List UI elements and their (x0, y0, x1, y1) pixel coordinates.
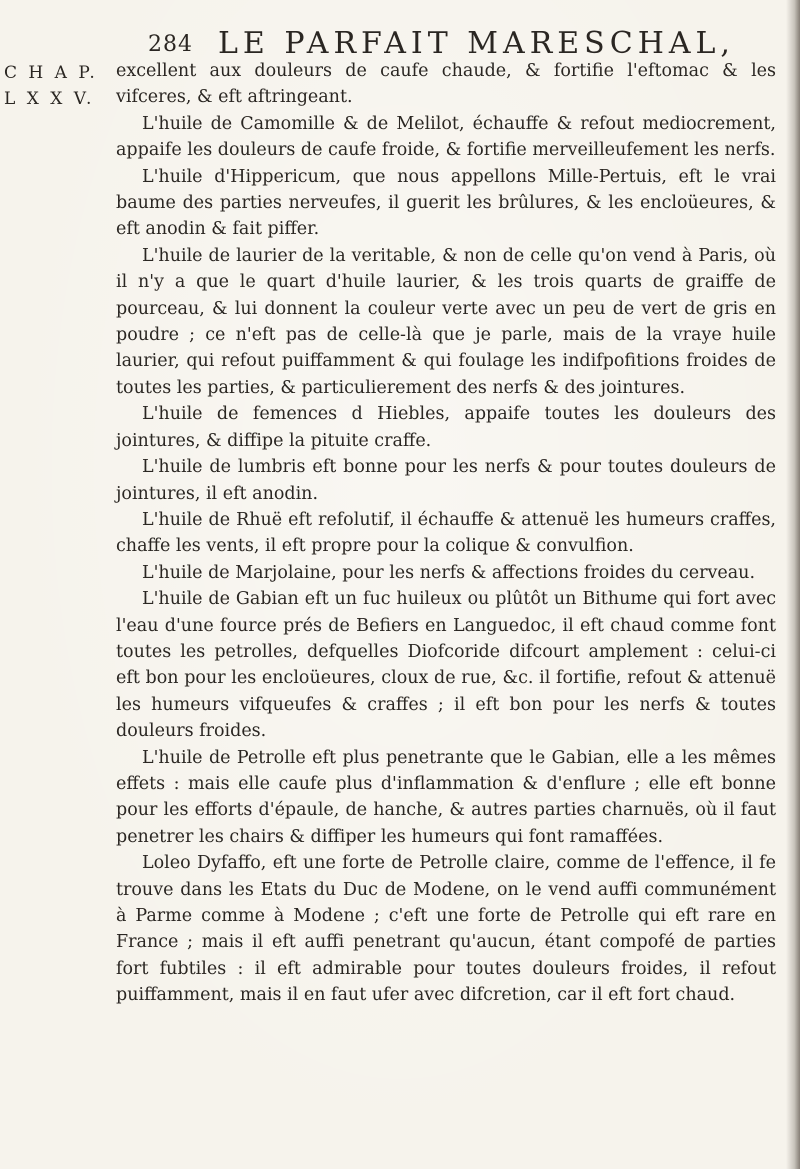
paragraph: L'huile de laurier de la veritable, & non de celle qu'on vend à Paris, où il n'y a que le quart d'huile laurier, & les trois quarts de graiffe de pourceau, & lui donnent la couleur verte avec un peu de vert de gris en poudre ; ce n'eft pas de celle-là que je parle, mais de la vraye huile laurier, qui refout puiffamment & qui foulage les indifpofitions froides de toutes les parties, & particulierement des nerfs & des jointures. (116, 245, 776, 398)
paragraph: L'huile de Petrolle eft plus penetrante que le Gabian, elle a les mêmes effets : mais elle caufe plus d'inflammation & d'enflure ; elle eft bonne pour les efforts d'épaule, de hanche, & autres parties charnuës, où il faut penetrer les chairs & diffiper les humeurs qui font ramaffées. (116, 747, 776, 847)
page-number: 284 (148, 32, 193, 57)
paragraph: Loleo Dyfaffo, eft une forte de Petrolle claire, comme de l'effence, il fe trouve dans les Etats du Duc de Modene, on le vend auffi communément à Parme comme à Modene ; c'eft une forte de Petrolle qui eft rare en France ; mais il eft auffi penetrant qu'aucun, étant compofé de parties fort fubtiles : il eft admirable pour toutes douleurs froides, il refout puiffamment, mais il en faut ufer avec difcretion, car il eft fort chaud. (116, 853, 776, 1006)
page-edge-shadow (786, 0, 800, 1169)
body-text (116, 58, 776, 1158)
paragraph: L'huile de femences d Hiebles, appaife toutes les douleurs des jointures, & diffipe la pituite craffe. (116, 404, 776, 451)
paragraph: excellent aux douleurs de caufe chaude, & fortifie l'eftomac & les vifceres, & eft aftringeant. (116, 61, 776, 108)
paragraph: L'huile de Rhuë eft refolutif, il échauffe & attenuë les humeurs craffes, chaffe les vents, il eft propre pour la colique & convulfion. (116, 509, 776, 557)
paragraph: L'huile de Gabian eft un fuc huileux ou plûtôt un Bithume qui fort avec l'eau d'une fource prés de Befiers en Languedoc, il eft chaud comme font toutes les petrolles, defquelles Diofcoride difcourt amplement : celui-ci eft bon pour les encloüeures, cloux de rue, &c. il fortifie, refout & attenuë les humeurs vifqueufes & craffes ; il eft bon pour les nerfs & toutes douleurs froides. (116, 589, 776, 742)
chapter-number: L X X V. (4, 89, 95, 109)
paragraph: L'huile de Camomille & de Melilot, échauffe & refout mediocrement, appaife les douleurs de caufe froide, & fortifie merveilleufement les nerfs. (116, 113, 776, 161)
paragraph: L'huile d'Hippericum, que nous appellons Mille-Pertuis, eft le vrai baume des parties nerveufes, il guerit les brûlures, & les encloüeures, & eft anodin & fait piffer. (116, 166, 776, 240)
running-title: LE PARFAIT MARESCHAL, (218, 26, 735, 61)
paragraph: L'huile de Marjolaine, pour les nerfs & affections froides du cerveau. (142, 562, 756, 583)
paragraph: L'huile de lumbris eft bonne pour les nerfs & pour toutes douleurs de jointures, il eft anodin. (116, 457, 776, 504)
chapter-margin-note (4, 60, 114, 112)
chapter-label: C H A P. (4, 63, 98, 83)
